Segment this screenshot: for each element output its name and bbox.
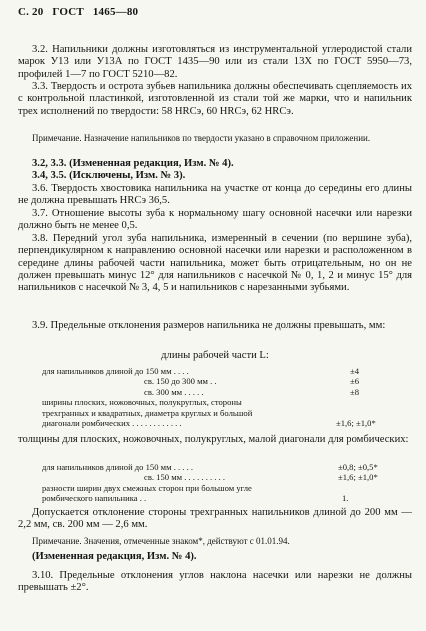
paragraph-3-2: 3.2. Напильники должны изготовляться из инструментальной углеродистой стали марок У13 или У13А по ГОСТ 1435—90 или из стали 13Х по ГОСТ 5950—73, профилей 1—7 по ГОСТ 5210—82. <box>18 44 412 80</box>
table-cell-value: ±4 <box>350 366 360 376</box>
table-cell-value: ±1,6; ±1,0* <box>338 472 378 483</box>
edition-4 <box>18 551 412 563</box>
section-3-2 <box>18 44 412 81</box>
paragraph-3-9: 3.9. Предельные отклонения размеров напильника не должны превышать, мм: <box>32 320 386 331</box>
table-cell-value: ±1,6; ±1,0* <box>336 418 376 429</box>
table-cell-value: ±8 <box>350 386 360 397</box>
table-cell-label: разности ширин двух смежных сторон при большом угле ромбического напильника . . <box>42 482 252 504</box>
page-header <box>18 6 144 18</box>
tolerance-table-thickness <box>42 462 412 504</box>
table-cell-label: св. 150 мм . . . . . . . . . . <box>144 472 226 483</box>
section-3-3 <box>18 81 412 118</box>
standard-number: 1465—80 <box>92 6 139 18</box>
table-cell-value: ±0,8; ±0,5* <box>338 462 378 472</box>
edition-3-2-3-3 <box>18 158 412 170</box>
section-3-9 <box>18 320 412 332</box>
table-cell-value: ±6 <box>350 376 360 387</box>
table-row <box>42 472 412 482</box>
thickness-heading <box>18 434 412 446</box>
section-3-8 <box>18 233 412 294</box>
table-row <box>42 376 412 386</box>
allowance-text: Допускается отклонение стороны трехгранных напильников длиной до 200 мм — 2,2 мм, св. 200 мм — 2,6 мм. <box>18 507 412 531</box>
edition-note: 3.4, 3.5. (Исключены, Изм. № 3). <box>32 170 186 181</box>
note-hardness <box>18 133 412 144</box>
note-text: Примечание. Значения, отмеченные знаком*, действуют с 01.01.94. <box>32 536 290 546</box>
table-cell-label: св. 150 до 300 мм . . <box>144 376 217 387</box>
page-number: С. 20 <box>18 6 44 18</box>
paragraph-3-3: 3.3. Твердость и острота зубьев напильника должны обеспечивать сцепляемость их с контрольной пластинкой, изготовленной из стали той же марки, что и напильник трех исполнений по твердости: 58 HRCэ, 60 HRCэ, 62 HRCэ. <box>18 81 412 117</box>
edition-3-4-3-5 <box>18 170 412 182</box>
table-row <box>42 483 412 504</box>
paragraph-3-10: 3.10. Предельные отклонения углов наклона насечки или нарезки не должны превышать ±2°. <box>18 570 412 594</box>
note-text: Примечание. Назначение напильников по твердости указано в справочном приложении. <box>32 133 371 143</box>
paragraph-3-6: 3.6. Твердость хвостовика напильника на участке от конца до середины его длины не должна превышать HRCэ 36,5. <box>18 183 412 207</box>
table-heading: длины рабочей части L: <box>161 350 269 361</box>
table-cell-label: для напильников длиной до 150 мм . . . . <box>42 366 189 376</box>
table-cell-value: 1. <box>342 493 349 504</box>
edition-note: 3.2, 3.3. (Измененная редакция, Изм. № 4). <box>32 158 234 169</box>
table-cell-label: св. 300 мм . . . . . <box>144 386 204 397</box>
paragraph-3-8: 3.8. Передний угол зуба напильника, измеренный в сечении (по вершине зуба), перпендикулярном к направлению основной насечки или нарезки и расположенном в середине длины рабочей части напильника, может быть отрицательным, но он не должен превышать минус 12° для напильников с насечкой № 0, 1, 2 и минус 15° для напильников с насечкой № 3, 4, 5 и напильников с нарезанными зубьями. <box>18 233 412 294</box>
section-3-10 <box>18 570 412 595</box>
table-row <box>42 387 412 397</box>
tolerance-table-length <box>42 366 412 428</box>
paragraph-3-7: 3.7. Отношение высоты зуба к нормальному шагу основной насечки или нарезки должно быть не менее 0,5. <box>18 208 412 232</box>
table-row <box>42 397 412 428</box>
tolerance-heading <box>18 350 412 361</box>
allowance-paragraph <box>18 507 412 532</box>
section-3-7 <box>18 208 412 233</box>
thickness-text: толщины для плоских, ножовочных, полукруглых, малой диагонали для ромбических: <box>18 434 409 445</box>
table-row <box>42 366 412 376</box>
section-3-6 <box>18 183 412 208</box>
table-cell-label: для напильников длиной до 150 мм . . . . . <box>42 462 194 472</box>
note-dates <box>18 536 412 547</box>
standard-label: ГОСТ <box>52 6 84 18</box>
table-cell-label: ширины плоских, ножовочных, полукруглых, стороны трехгранных и квадратных, диаметра круглых и большой диагонали ромбических . . . . . . . . . . . . <box>42 397 253 429</box>
table-row <box>42 462 412 472</box>
edition-note: (Измененная редакция, Изм. № 4). <box>32 551 197 562</box>
